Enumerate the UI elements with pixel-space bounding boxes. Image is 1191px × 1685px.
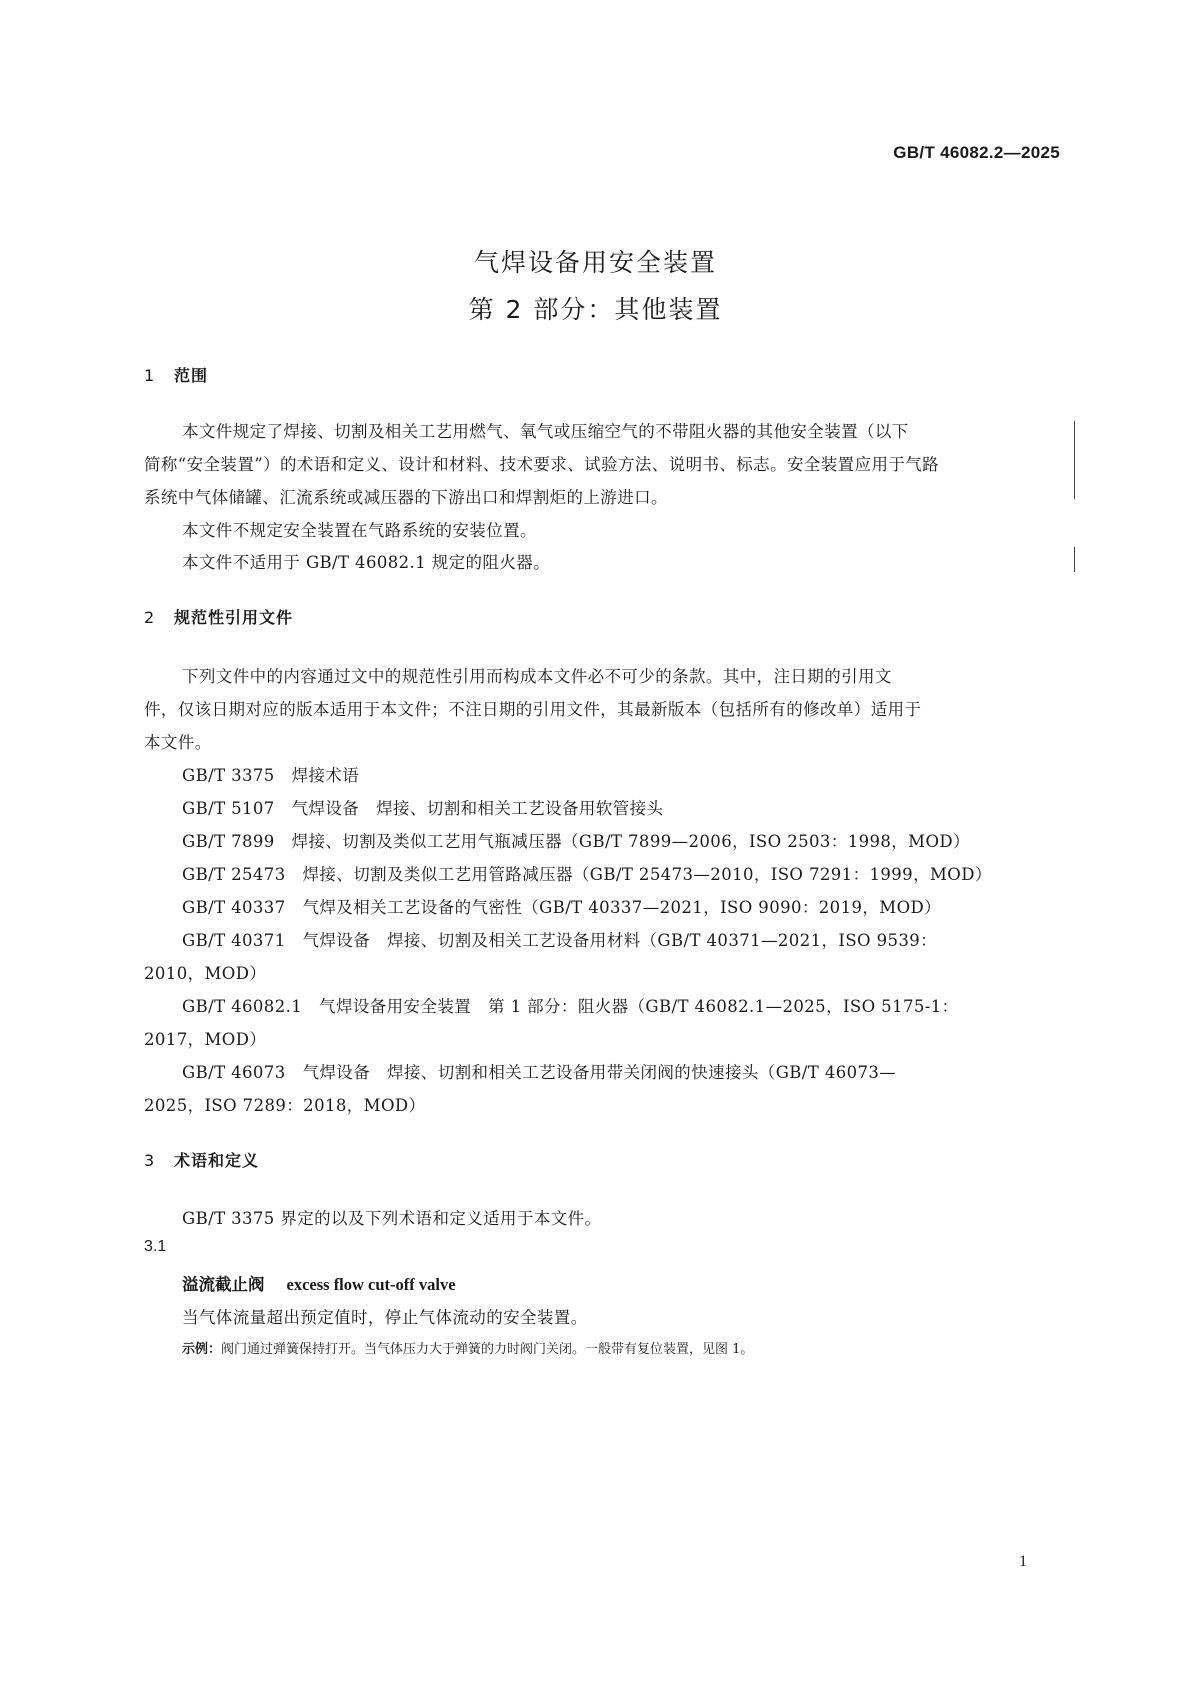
standard-code: GB/T 46082.2—2025 <box>893 143 1060 162</box>
reference-item: GB/T 46082.1 气焊设备用安全装置 第 1 部分：阻火器（GB/T 46082.1—2025，ISO 5175-1： <box>182 997 959 1016</box>
reference-item: GB/T 5107 气焊设备 焊接、切割和相关工艺设备用软管接头 <box>182 799 664 818</box>
section-number: 2 <box>144 608 156 627</box>
reference-item-continuation: 2017，MOD） <box>144 1030 267 1049</box>
reference-item: GB/T 46073 气焊设备 焊接、切割和相关工艺设备用带关闭阀的快速接头（GB/T 46073— <box>182 1063 897 1082</box>
document-title-line1: 气焊设备用安全装置 <box>473 248 717 277</box>
section-title: 范围 <box>174 366 209 385</box>
example-label: 示例： <box>182 1342 222 1357</box>
clause-number: 3.1 <box>144 1238 167 1255</box>
section-number: 1 <box>144 366 156 385</box>
page-number: 1 <box>1019 1553 1027 1570</box>
scope-paragraph-line: 系统中气体储罐、汇流系统或减压器的下游出口和焊割炬的上游进口。 <box>144 488 668 507</box>
scope-paragraph-line: 本文件不规定安全装置在气路系统的安装位置。 <box>182 521 537 540</box>
references-intro-line: 件，仅该日期对应的版本适用于本文件；不注日期的引用文件，其最新版本（包括所有的修改单）适用于 <box>144 700 922 719</box>
scope-paragraph-line: 本文件规定了焊接、切割及相关工艺用燃气、氧气或压缩空气的不带阻火器的其他安全装置（以下 <box>182 422 909 441</box>
reference-item: GB/T 40371 气焊设备 焊接、切割及相关工艺设备用材料（GB/T 40371—2021，ISO 9539： <box>182 931 938 950</box>
reference-item-continuation: 2010，MOD） <box>144 964 267 983</box>
reference-item: GB/T 7899 焊接、切割及类似工艺用气瓶减压器（GB/T 7899—2006，ISO 2503：1998，MOD） <box>182 832 970 851</box>
reference-item: GB/T 3375 焊接术语 <box>182 766 360 785</box>
term-entry <box>182 1271 456 1295</box>
example-note <box>182 1338 753 1357</box>
term-definition: 当气体流量超出预定值时，停止气体流动的安全装置。 <box>182 1308 588 1327</box>
section-1-heading <box>144 363 208 386</box>
section-title: 术语和定义 <box>174 1151 260 1170</box>
reference-item: GB/T 25473 焊接、切割及类似工艺用管路减压器（GB/T 25473—2010，ISO 7291：1999，MOD） <box>182 865 992 884</box>
change-bar <box>1074 547 1075 572</box>
section-number: 3 <box>144 1151 156 1170</box>
reference-item-continuation: 2025，ISO 7289：2018，MOD） <box>144 1096 426 1115</box>
example-text: 阀门通过弹簧保持打开。当气体压力大于弹簧的力时阀门关闭。一般带有复位装置，见图 1。 <box>221 1342 754 1357</box>
reference-item: GB/T 40337 气焊及相关工艺设备的气密性（GB/T 40337—2021，ISO 9090：2019，MOD） <box>182 898 942 917</box>
document-title-line2: 第 2 部分：其他装置 <box>468 295 723 324</box>
section-2-heading <box>144 605 293 628</box>
terms-intro: GB/T 3375 界定的以及下列术语和定义适用于本文件。 <box>182 1209 602 1228</box>
section-title: 规范性引用文件 <box>174 608 294 627</box>
references-intro-line: 本文件。 <box>144 733 212 752</box>
term-chinese: 溢流截止阀 <box>182 1275 265 1294</box>
change-bar <box>1074 421 1075 499</box>
scope-paragraph-line: 本文件不适用于 GB/T 46082.1 规定的阻火器。 <box>182 553 551 572</box>
section-3-heading <box>144 1148 259 1171</box>
term-english: excess flow cut-off valve <box>286 1275 456 1294</box>
references-intro-line: 下列文件中的内容通过文中的规范性引用而构成本文件必不可少的条款。其中，注日期的引用文 <box>182 667 892 686</box>
scope-paragraph-line: 简称“安全装置”）的术语和定义、设计和材料、技术要求、试验方法、说明书、标志。安全装置应用于气路 <box>144 455 940 474</box>
